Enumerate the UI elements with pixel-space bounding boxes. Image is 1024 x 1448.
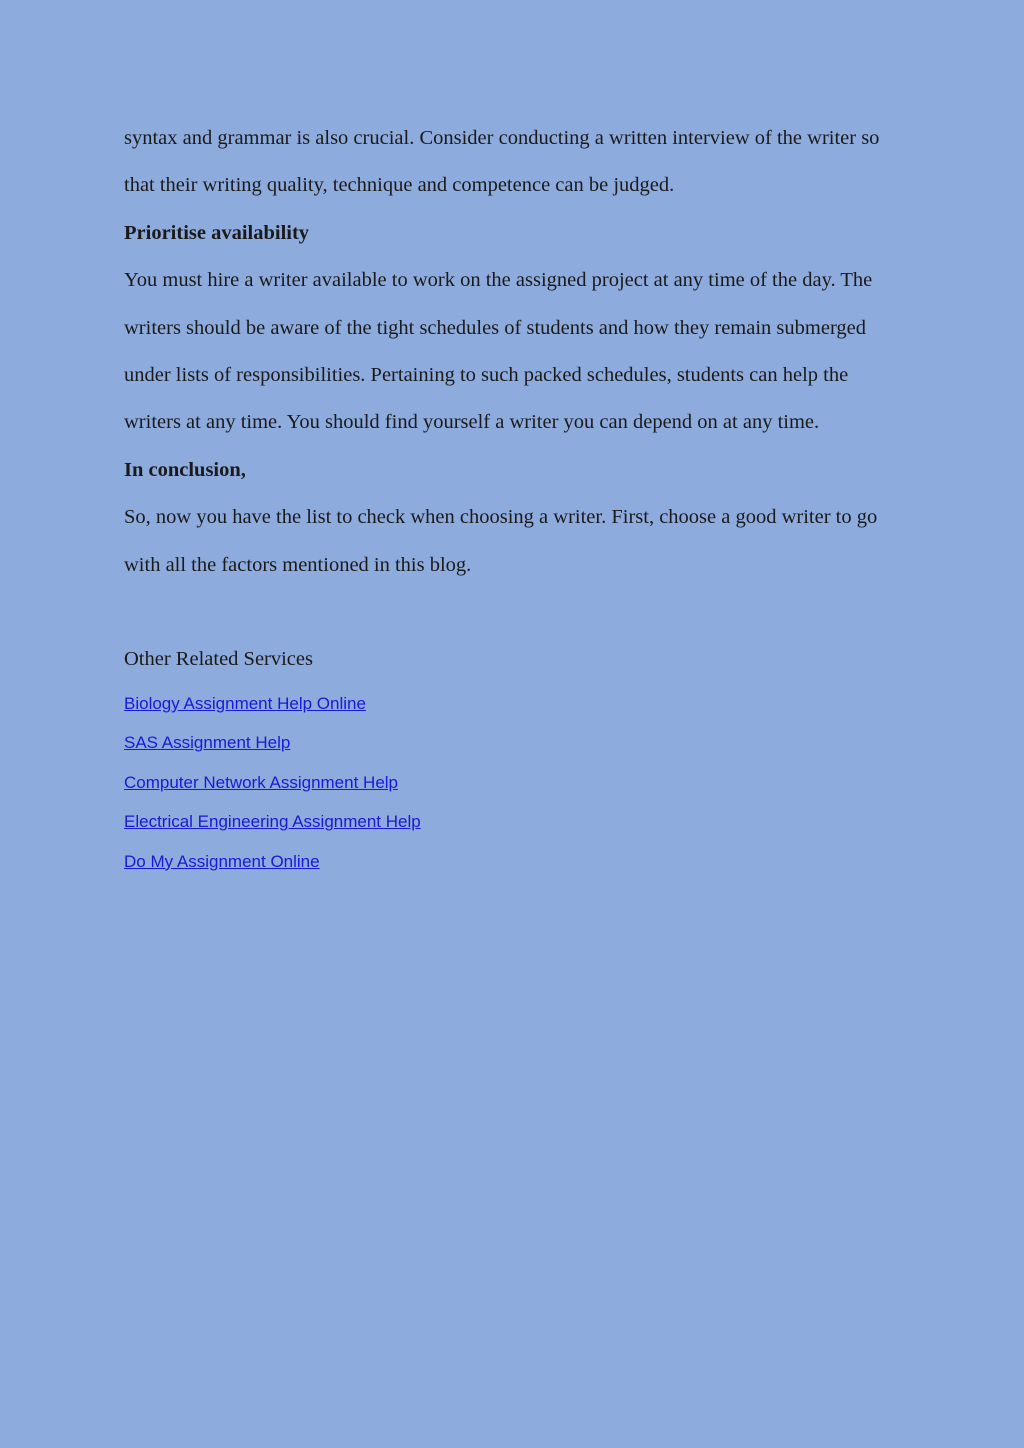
- body-text-line: that their writing quality, technique and competence can be judged.: [124, 174, 675, 197]
- related-services-list: [124, 684, 904, 882]
- related-service-link-electrical-engineering[interactable]: Electrical Engineering Assignment Help: [124, 812, 421, 832]
- body-text-line: So, now you have the list to check when choosing a writer. First, choose a good writer to go: [124, 506, 878, 529]
- body-text-line: with all the factors mentioned in this blog.: [124, 553, 472, 576]
- related-service-link-biology[interactable]: Biology Assignment Help Online: [124, 693, 366, 713]
- body-text-line: writers should be aware of the tight schedules of students and how they remain submerged: [124, 316, 866, 339]
- related-service-link-sas[interactable]: SAS Assignment Help: [124, 733, 291, 753]
- body-text-line: You must hire a writer available to work on the assigned project at any time of the day. The: [124, 269, 873, 292]
- related-services-title: Other Related Services: [124, 648, 313, 671]
- body-text-line: syntax and grammar is also crucial. Consider conducting a written interview of the writer so: [124, 127, 880, 149]
- body-text-line: under lists of responsibilities. Pertaining to such packed schedules, students can help the: [124, 363, 849, 386]
- body-text-line: writers at any time. You should find yourself a writer you can depend on at any time.: [124, 411, 820, 434]
- section-spacer: [124, 589, 904, 636]
- related-service-link-computer-network[interactable]: Computer Network Assignment Help: [124, 772, 399, 792]
- related-service-link-do-my-assignment[interactable]: Do My Assignment Online: [124, 851, 320, 871]
- section-heading-conclusion: In conclusion,: [124, 458, 246, 481]
- section-heading-availability: Prioritise availability: [124, 221, 310, 244]
- document-page: [124, 115, 904, 881]
